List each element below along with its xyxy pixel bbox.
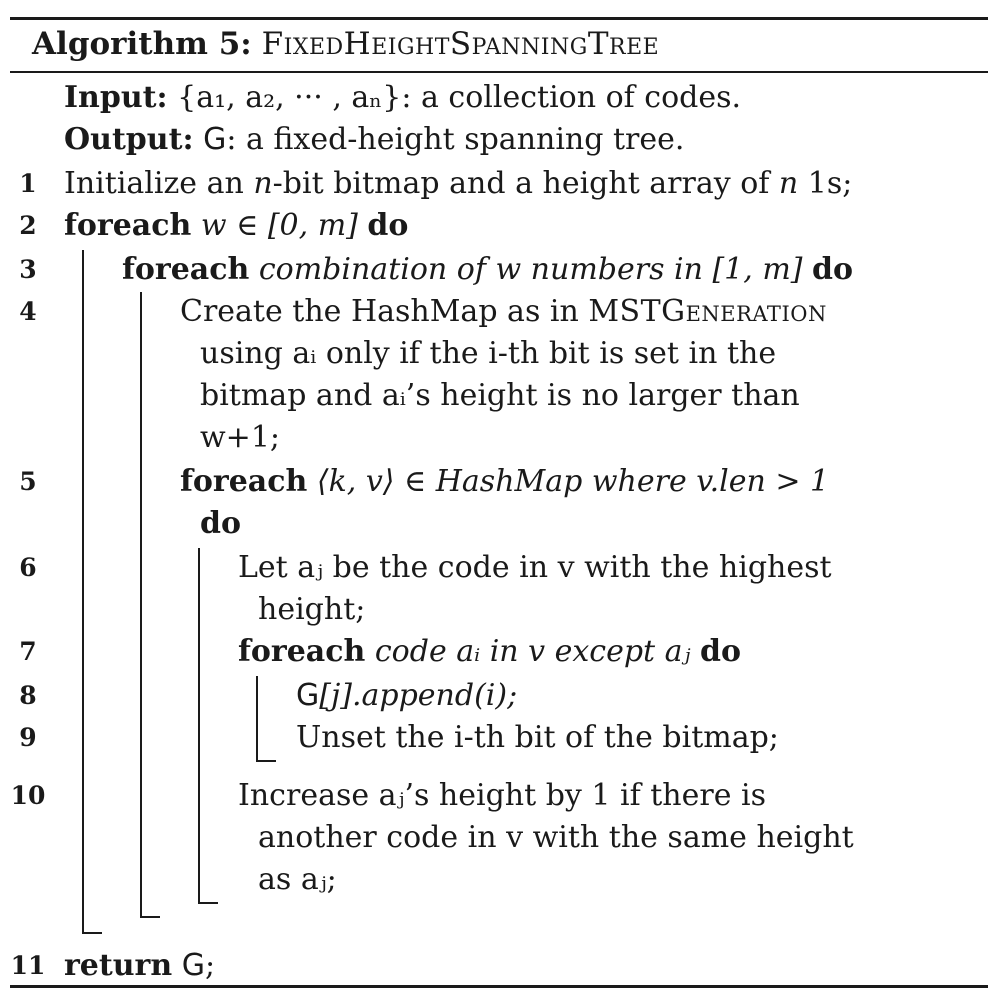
algorithm-title (32, 24, 659, 64)
block-end-foreach-hashmap (198, 902, 218, 904)
line-number-9: 9 (19, 723, 37, 752)
line-1-var-n: n (778, 166, 799, 201)
line-6-cont: height; (258, 592, 366, 627)
line-5-condition: ⟨k, v⟩ ∈ HashMap where v.len > 1 (316, 464, 830, 499)
line-3-condition: combination of w numbers in [1, m] (258, 252, 803, 287)
line-8-var-g: G (296, 678, 320, 713)
output-text: : a fixed-height spanning tree. (226, 122, 685, 157)
line-4-cont: bitmap and aᵢ’s height is no larger than (200, 378, 800, 413)
line-4-ref: MSTGeneration (588, 294, 827, 329)
output-keyword: Output: (64, 122, 194, 157)
line-number-2: 2 (19, 211, 37, 240)
top-rule (10, 17, 988, 20)
block-bar-foreach-code (256, 676, 258, 762)
line-9: Unset the i-th bit of the bitmap; (296, 720, 779, 755)
input-text: {a₁, a₂, ··· , aₙ}: a collection of codes. (177, 80, 742, 115)
foreach-keyword: foreach (122, 252, 250, 287)
line-5 (180, 462, 829, 502)
line-number-7: 7 (19, 637, 37, 666)
line-7 (238, 632, 741, 672)
do-keyword: do (700, 634, 742, 669)
bottom-rule (10, 985, 988, 988)
line-4-text: Create the HashMap as in (180, 294, 589, 329)
line-10: Increase aⱼ’s height by 1 if there is (238, 778, 767, 813)
line-11-var-g: G (181, 948, 205, 983)
line-2 (64, 206, 408, 246)
block-bar-foreach-hashmap (198, 548, 200, 904)
line-7-condition: code aᵢ in v except aⱼ (374, 634, 691, 669)
line-3 (122, 250, 853, 290)
line-10-cont: as aⱼ; (258, 862, 337, 897)
return-keyword: return (64, 948, 173, 983)
line-6: Let aⱼ be the code in v with the highest (238, 550, 832, 585)
output-var: G (203, 122, 227, 157)
output-line (64, 120, 684, 160)
foreach-keyword: foreach (180, 464, 308, 499)
line-8 (296, 676, 517, 716)
line-number-8: 8 (19, 681, 37, 710)
line-4-cont: w+1; (200, 420, 281, 455)
do-keyword: do (200, 506, 241, 541)
block-end-foreach-w (82, 932, 102, 934)
block-end-foreach-combination (140, 916, 160, 918)
line-number-11: 11 (10, 951, 46, 980)
line-4 (180, 292, 827, 332)
title-rule (10, 71, 988, 73)
line-1 (64, 164, 852, 204)
line-1-var-n: n (253, 166, 273, 201)
line-1-part: -bit bitmap and a height array of (272, 166, 779, 201)
line-number-10: 10 (10, 781, 46, 810)
line-number-1: 1 (19, 169, 37, 198)
line-number-4: 4 (19, 297, 37, 326)
line-number-6: 6 (19, 553, 37, 582)
line-8-text: [j].append(i); (319, 678, 518, 713)
line-1-part: Initialize an (64, 166, 254, 201)
foreach-keyword: foreach (64, 208, 192, 243)
block-bar-foreach-combination (140, 292, 142, 918)
line-1-part: 1s; (798, 166, 853, 201)
foreach-keyword: foreach (238, 634, 366, 669)
line-number-5: 5 (19, 467, 37, 496)
do-keyword: do (367, 208, 409, 243)
line-2-condition: w ∈ [0, m] (200, 208, 358, 243)
input-keyword: Input: (64, 80, 168, 115)
line-11 (64, 946, 215, 986)
do-keyword: do (812, 252, 854, 287)
line-10-cont: another code in v with the same height (258, 820, 854, 855)
algorithm-label: Algorithm 5: (32, 26, 252, 62)
block-end-foreach-code (256, 760, 276, 762)
line-11-text: ; (204, 948, 216, 983)
line-number-3: 3 (19, 255, 37, 284)
block-bar-foreach-w (82, 250, 84, 934)
input-line (64, 78, 741, 118)
line-4-cont: using aᵢ only if the i-th bit is set in the (200, 336, 777, 371)
algorithm-name: FixedHeightSpanningTree (261, 26, 660, 62)
